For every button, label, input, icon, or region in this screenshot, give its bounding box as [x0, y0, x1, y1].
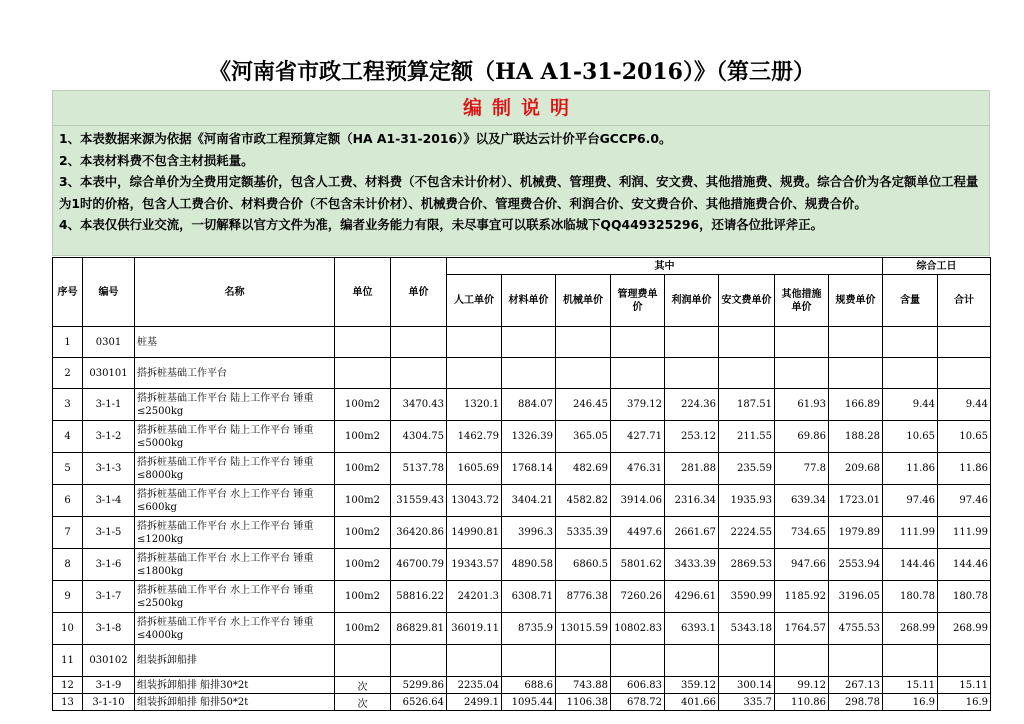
cell-seq: 12	[53, 677, 83, 694]
cell-safety: 335.7	[719, 694, 775, 711]
cell-material	[502, 327, 556, 358]
cell-code: 3-1-5	[83, 517, 135, 549]
cell-machine: 5335.39	[556, 517, 611, 549]
header-fee: 规费单价	[829, 275, 883, 327]
cell-profit: 6393.1	[665, 613, 719, 645]
cell-name: 桩基	[135, 327, 335, 358]
cell-code: 3-1-9	[83, 677, 135, 694]
cell-seq: 5	[53, 453, 83, 485]
cell-labor: 19343.57	[447, 549, 502, 581]
cell-safety: 187.51	[719, 389, 775, 421]
cell-qty: 10.65	[883, 421, 938, 453]
cell-total: 111.99	[938, 517, 991, 549]
cell-total: 97.46	[938, 485, 991, 517]
cell-other: 947.66	[775, 549, 829, 581]
header-workday: 综合工日	[883, 258, 991, 275]
note-line: 2、本表材料费不包含主材损耗量。	[59, 152, 254, 168]
cell-machine: 743.88	[556, 677, 611, 694]
cell-unit: 100m2	[335, 421, 391, 453]
cell-total: 11.86	[938, 453, 991, 485]
cell-machine: 365.05	[556, 421, 611, 453]
cell-total: 10.65	[938, 421, 991, 453]
header-labor: 人工单价	[447, 275, 502, 327]
cell-qty: 9.44	[883, 389, 938, 421]
cell-machine: 246.45	[556, 389, 611, 421]
cell-material: 4890.58	[502, 549, 556, 581]
cell-mgmt	[611, 645, 665, 677]
cell-machine	[556, 327, 611, 358]
cell-price: 31559.43	[391, 485, 447, 517]
quota-table	[52, 257, 991, 711]
note-line: 4、本表仅供行业交流，一切解释以官方文件为准，编者业务能力有限，未尽事宜可以联系冰临城下QQ449325296，还请各位批评斧正。	[59, 217, 823, 232]
cell-code: 030101	[83, 358, 135, 389]
cell-safety	[719, 358, 775, 389]
cell-qty	[883, 358, 938, 389]
cell-code: 3-1-7	[83, 581, 135, 613]
cell-material: 1095.44	[502, 694, 556, 711]
cell-machine: 6860.5	[556, 549, 611, 581]
cell-material: 884.07	[502, 389, 556, 421]
cell-unit	[335, 358, 391, 389]
cell-total: 16.9	[938, 694, 991, 711]
cell-price	[391, 645, 447, 677]
cell-fee: 3196.05	[829, 581, 883, 613]
cell-price: 4304.75	[391, 421, 447, 453]
header-seq: 序号	[53, 258, 83, 327]
cell-machine: 1106.38	[556, 694, 611, 711]
cell-name: 搭拆桩基础工作平台 陆上工作平台 锤重≤5000kg	[135, 421, 335, 453]
cell-labor: 1605.69	[447, 453, 502, 485]
cell-name: 搭拆桩基础工作平台 陆上工作平台 锤重≤2500kg	[135, 389, 335, 421]
cell-unit: 100m2	[335, 517, 391, 549]
header-material: 材料单价	[502, 275, 556, 327]
table-row	[53, 358, 991, 389]
cell-safety: 300.14	[719, 677, 775, 694]
cell-other: 99.12	[775, 677, 829, 694]
cell-profit: 4296.61	[665, 581, 719, 613]
cell-mgmt: 427.71	[611, 421, 665, 453]
cell-safety: 235.59	[719, 453, 775, 485]
header-code: 编号	[83, 258, 135, 327]
cell-machine: 482.69	[556, 453, 611, 485]
cell-other: 77.8	[775, 453, 829, 485]
table-row	[53, 421, 991, 453]
cell-profit: 2316.34	[665, 485, 719, 517]
cell-profit	[665, 358, 719, 389]
cell-other	[775, 358, 829, 389]
table-row	[53, 517, 991, 549]
cell-name: 搭拆桩基础工作平台 水上工作平台 锤重≤600kg	[135, 485, 335, 517]
cell-qty: 144.46	[883, 549, 938, 581]
notes-heading: 编制说明	[53, 91, 989, 126]
header-name: 名称	[135, 258, 335, 327]
cell-material: 1768.14	[502, 453, 556, 485]
cell-material: 6308.71	[502, 581, 556, 613]
cell-qty: 180.78	[883, 581, 938, 613]
cell-code: 3-1-8	[83, 613, 135, 645]
cell-fee	[829, 358, 883, 389]
page-title: 《河南省市政工程预算定额（HA A1-31-2016）》（第三册）	[208, 59, 815, 85]
cell-mgmt: 476.31	[611, 453, 665, 485]
cell-profit: 359.12	[665, 677, 719, 694]
cell-mgmt: 5801.62	[611, 549, 665, 581]
cell-total	[938, 358, 991, 389]
cell-profit: 3433.39	[665, 549, 719, 581]
cell-fee: 2553.94	[829, 549, 883, 581]
cell-mgmt: 4497.6	[611, 517, 665, 549]
cell-fee: 1979.89	[829, 517, 883, 549]
cell-seq: 6	[53, 485, 83, 517]
table-row	[53, 327, 991, 358]
cell-safety: 5343.18	[719, 613, 775, 645]
cell-fee: 1723.01	[829, 485, 883, 517]
cell-material	[502, 645, 556, 677]
cell-price: 6526.64	[391, 694, 447, 711]
cell-code: 3-1-1	[83, 389, 135, 421]
cell-seq: 4	[53, 421, 83, 453]
cell-mgmt: 606.83	[611, 677, 665, 694]
table-row	[53, 549, 991, 581]
cell-mgmt: 678.72	[611, 694, 665, 711]
cell-other: 1764.57	[775, 613, 829, 645]
cell-qty: 268.99	[883, 613, 938, 645]
cell-safety	[719, 645, 775, 677]
header-other: 其他措施单价	[775, 275, 829, 327]
cell-profit: 401.66	[665, 694, 719, 711]
cell-name: 搭拆桩基础工作平台 水上工作平台 锤重≤1800kg	[135, 549, 335, 581]
table-row	[53, 581, 991, 613]
cell-code: 030102	[83, 645, 135, 677]
cell-unit	[335, 327, 391, 358]
cell-other: 61.93	[775, 389, 829, 421]
cell-code: 3-1-2	[83, 421, 135, 453]
cell-profit	[665, 645, 719, 677]
cell-seq: 7	[53, 517, 83, 549]
cell-unit: 100m2	[335, 581, 391, 613]
cell-labor: 36019.11	[447, 613, 502, 645]
header-unit: 单位	[335, 258, 391, 327]
cell-fee: 166.89	[829, 389, 883, 421]
cell-qty: 111.99	[883, 517, 938, 549]
cell-unit: 100m2	[335, 453, 391, 485]
cell-machine	[556, 645, 611, 677]
cell-material: 688.6	[502, 677, 556, 694]
cell-machine: 4582.82	[556, 485, 611, 517]
header-safety: 安文费单价	[719, 275, 775, 327]
cell-code: 0301	[83, 327, 135, 358]
cell-name: 搭拆桩基础工作平台 水上工作平台 锤重≤1200kg	[135, 517, 335, 549]
cell-total: 9.44	[938, 389, 991, 421]
cell-unit: 100m2	[335, 485, 391, 517]
cell-name: 组装拆卸船排 船排30*2t	[135, 677, 335, 694]
cell-code: 3-1-4	[83, 485, 135, 517]
cell-seq: 3	[53, 389, 83, 421]
cell-qty: 11.86	[883, 453, 938, 485]
cell-unit: 100m2	[335, 613, 391, 645]
header-mgmt: 管理费单价	[611, 275, 665, 327]
cell-code: 3-1-6	[83, 549, 135, 581]
cell-labor: 24201.3	[447, 581, 502, 613]
cell-labor	[447, 358, 502, 389]
cell-mgmt	[611, 358, 665, 389]
cell-labor: 13043.72	[447, 485, 502, 517]
cell-machine: 13015.59	[556, 613, 611, 645]
header-qty: 含量	[883, 275, 938, 327]
cell-code: 3-1-3	[83, 453, 135, 485]
cell-other	[775, 327, 829, 358]
cell-safety: 3590.99	[719, 581, 775, 613]
table-row	[53, 677, 991, 694]
table-row	[53, 613, 991, 645]
cell-profit	[665, 327, 719, 358]
cell-seq: 1	[53, 327, 83, 358]
cell-labor	[447, 645, 502, 677]
table-row	[53, 694, 991, 711]
cell-total: 268.99	[938, 613, 991, 645]
cell-fee: 209.68	[829, 453, 883, 485]
cell-price: 5137.78	[391, 453, 447, 485]
cell-other: 734.65	[775, 517, 829, 549]
cell-price: 58816.22	[391, 581, 447, 613]
cell-mgmt: 7260.26	[611, 581, 665, 613]
cell-labor: 2499.1	[447, 694, 502, 711]
cell-other: 110.86	[775, 694, 829, 711]
cell-name: 组装拆卸船排	[135, 645, 335, 677]
cell-price: 3470.43	[391, 389, 447, 421]
cell-machine	[556, 358, 611, 389]
cell-price: 86829.81	[391, 613, 447, 645]
cell-total: 180.78	[938, 581, 991, 613]
cell-mgmt	[611, 327, 665, 358]
table-row	[53, 485, 991, 517]
cell-fee	[829, 327, 883, 358]
cell-material	[502, 358, 556, 389]
cell-fee: 267.13	[829, 677, 883, 694]
notes-body	[53, 126, 989, 236]
cell-total: 15.11	[938, 677, 991, 694]
cell-safety: 1935.93	[719, 485, 775, 517]
cell-price: 46700.79	[391, 549, 447, 581]
cell-profit: 281.88	[665, 453, 719, 485]
cell-mgmt: 3914.06	[611, 485, 665, 517]
cell-material: 3996.3	[502, 517, 556, 549]
cell-seq: 11	[53, 645, 83, 677]
cell-other: 1185.92	[775, 581, 829, 613]
cell-name: 搭拆桩基础工作平台 水上工作平台 锤重≤4000kg	[135, 613, 335, 645]
cell-other: 639.34	[775, 485, 829, 517]
cell-unit: 次	[335, 677, 391, 694]
cell-labor: 14990.81	[447, 517, 502, 549]
cell-qty: 16.9	[883, 694, 938, 711]
cell-fee: 188.28	[829, 421, 883, 453]
cell-labor: 1462.79	[447, 421, 502, 453]
cell-price	[391, 358, 447, 389]
cell-profit: 2661.67	[665, 517, 719, 549]
cell-safety	[719, 327, 775, 358]
cell-unit	[335, 645, 391, 677]
cell-unit: 100m2	[335, 549, 391, 581]
cell-unit: 100m2	[335, 389, 391, 421]
header-among: 其中	[447, 258, 883, 275]
table-row	[53, 645, 991, 677]
table-row	[53, 389, 991, 421]
cell-other	[775, 645, 829, 677]
cell-qty	[883, 645, 938, 677]
cell-name: 搭拆桩基础工作平台 陆上工作平台 锤重≤8000kg	[135, 453, 335, 485]
cell-qty: 15.11	[883, 677, 938, 694]
cell-seq: 10	[53, 613, 83, 645]
cell-name: 搭拆桩基础工作平台	[135, 358, 335, 389]
note-line: 1、本表数据来源为依据《河南省市政工程预算定额（HA A1-31-2016）》以及广联达云计价平台GCCP6.0。	[59, 131, 672, 146]
cell-fee: 4755.53	[829, 613, 883, 645]
header-price: 单价	[391, 258, 447, 327]
cell-price: 5299.86	[391, 677, 447, 694]
cell-material: 8735.9	[502, 613, 556, 645]
cell-qty	[883, 327, 938, 358]
cell-total: 144.46	[938, 549, 991, 581]
cell-code: 3-1-10	[83, 694, 135, 711]
cell-labor	[447, 327, 502, 358]
cell-material: 3404.21	[502, 485, 556, 517]
cell-other: 69.86	[775, 421, 829, 453]
cell-material: 1326.39	[502, 421, 556, 453]
cell-fee	[829, 645, 883, 677]
cell-profit: 224.36	[665, 389, 719, 421]
cell-profit: 253.12	[665, 421, 719, 453]
table-row	[53, 453, 991, 485]
cell-machine: 8776.38	[556, 581, 611, 613]
cell-labor: 1320.1	[447, 389, 502, 421]
note-line: 3、本表中，综合单价为全费用定额基价，包含人工费、材料费（不包含未计价材）、机械费、管理费、利润、安文费、其他措施费、规费。综合合价为各定额单位工程量为1时的价格，包含人工费合价、材料费合价（不包含未计价材）、机械费合价、管理费合价、利润合价、安文费合价、其他措施费合价、规费合价。	[59, 174, 979, 211]
cell-seq: 8	[53, 549, 83, 581]
cell-labor: 2235.04	[447, 677, 502, 694]
cell-mgmt: 379.12	[611, 389, 665, 421]
cell-mgmt: 10802.83	[611, 613, 665, 645]
header-profit: 利润单价	[665, 275, 719, 327]
notes-panel	[52, 90, 990, 256]
cell-safety: 211.55	[719, 421, 775, 453]
cell-price: 36420.86	[391, 517, 447, 549]
cell-seq: 2	[53, 358, 83, 389]
cell-fee: 298.78	[829, 694, 883, 711]
header-machine: 机械单价	[556, 275, 611, 327]
cell-seq: 9	[53, 581, 83, 613]
cell-safety: 2224.55	[719, 517, 775, 549]
cell-seq: 13	[53, 694, 83, 711]
cell-total	[938, 327, 991, 358]
cell-name: 搭拆桩基础工作平台 水上工作平台 锤重≤2500kg	[135, 581, 335, 613]
cell-safety: 2869.53	[719, 549, 775, 581]
cell-qty: 97.46	[883, 485, 938, 517]
cell-unit: 次	[335, 694, 391, 711]
cell-name: 组装拆卸船排 船排50*2t	[135, 694, 335, 711]
cell-price	[391, 327, 447, 358]
cell-total	[938, 645, 991, 677]
header-total: 合计	[938, 275, 991, 327]
